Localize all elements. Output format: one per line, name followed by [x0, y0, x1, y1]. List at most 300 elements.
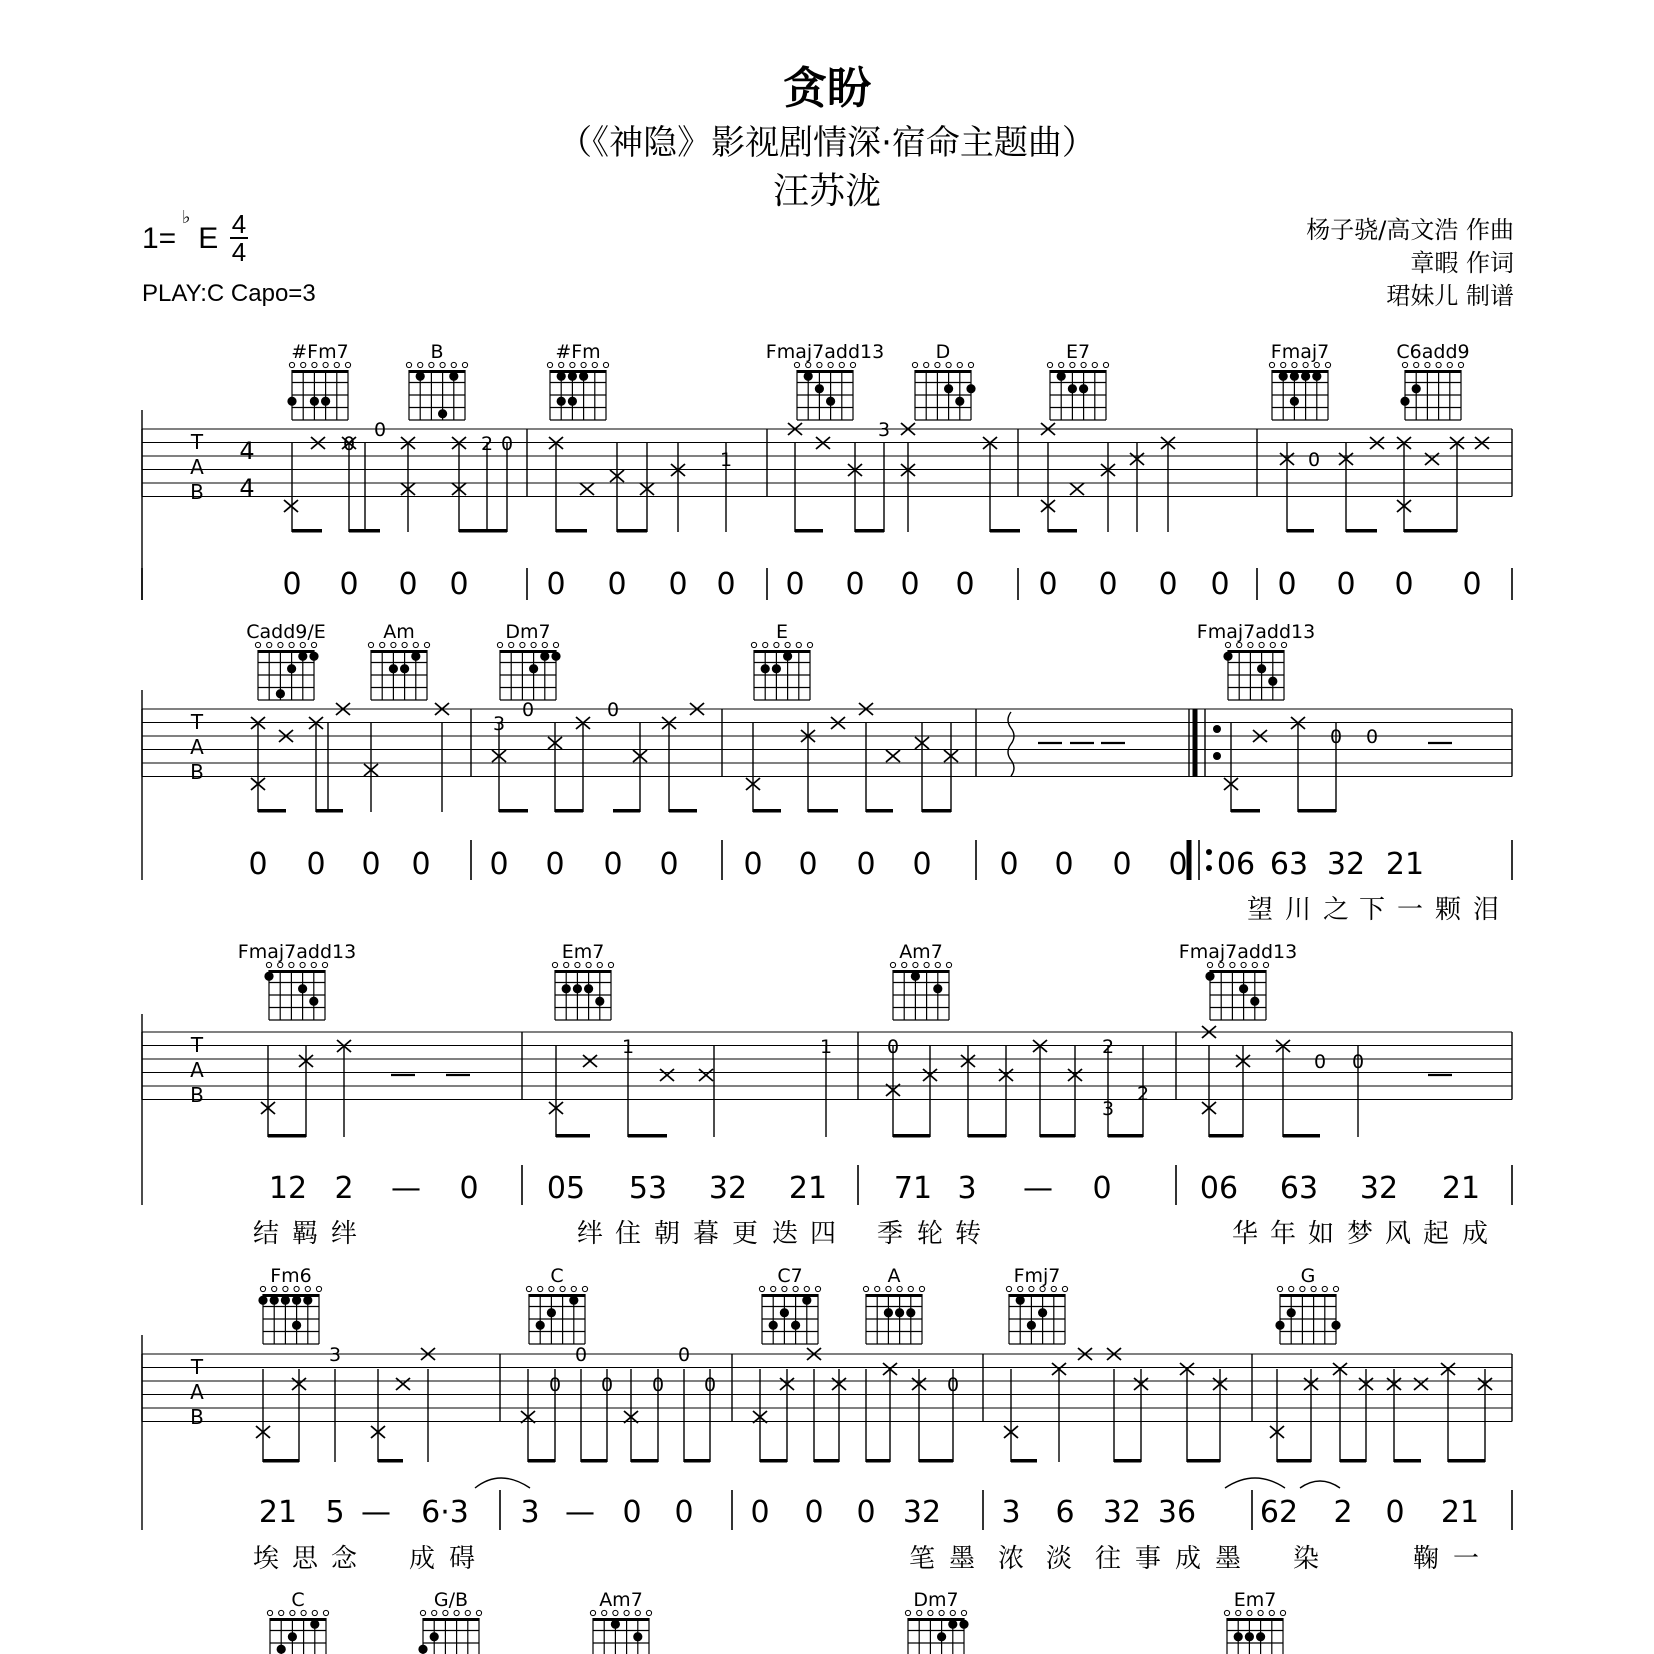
lyric-char: 浓: [997, 1544, 1025, 1574]
chord-nut: [908, 1618, 964, 1621]
chord-diagram-s3-1: [552, 962, 613, 1020]
finger-dot: [1290, 397, 1299, 406]
open-string: [538, 1286, 543, 1291]
open-string: [1414, 362, 1419, 367]
open-string: [1322, 1286, 1327, 1291]
chord-nut: [1009, 1294, 1065, 1297]
open-string: [928, 1610, 933, 1615]
tab-fret: 0: [1307, 449, 1321, 471]
open-string: [592, 362, 597, 367]
finger-dot: [1205, 972, 1214, 981]
jianpu-note: 0: [1054, 847, 1074, 882]
jianpu-note: 63: [1269, 847, 1309, 882]
finger-dot: [1027, 1321, 1036, 1330]
tab-fret: 0: [600, 1374, 614, 1396]
chord-name: C: [291, 1589, 305, 1611]
open-string: [1458, 362, 1463, 367]
open-string: [890, 962, 895, 967]
finger-dot: [1257, 664, 1266, 673]
tab-note-x: [886, 750, 900, 762]
jianpu-note: 0: [659, 847, 679, 882]
open-string: [1277, 1286, 1282, 1291]
jianpu-note: 0: [1210, 567, 1230, 602]
tab-note-x: [1070, 483, 1084, 495]
tab-fret: 3: [1101, 1098, 1115, 1120]
tab-fret: 0: [342, 433, 356, 455]
open-string: [531, 642, 536, 647]
beam: [808, 809, 838, 813]
jianpu-note: —: [565, 1495, 595, 1530]
open-string: [806, 362, 811, 367]
beam: [1340, 1459, 1366, 1463]
finger-dot: [955, 397, 964, 406]
play-capo: PLAY:C Capo=3: [142, 280, 316, 307]
open-string: [1281, 642, 1286, 647]
beam: [617, 529, 647, 533]
finger-dot: [1290, 372, 1299, 381]
jianpu-note: 0: [1158, 567, 1178, 602]
chord-nut: [269, 970, 325, 973]
beam: [1209, 1134, 1243, 1138]
jianpu-note: 0: [361, 847, 381, 882]
finger-dot: [1275, 1321, 1284, 1330]
open-string: [815, 1286, 820, 1291]
chord-nut: [754, 650, 810, 653]
tab-time-top: 4: [239, 437, 255, 465]
jianpu-note: 0: [1112, 847, 1132, 882]
lyric-char: 思: [291, 1544, 319, 1574]
open-string: [886, 1286, 891, 1291]
chord-nut: [555, 970, 611, 973]
open-string: [946, 362, 951, 367]
jianpu-note: 0: [1092, 1171, 1112, 1206]
jianpu-note: 5: [325, 1495, 345, 1530]
jianpu-note: 0: [1168, 847, 1188, 882]
tab-letter-t: T: [190, 1355, 204, 1379]
chord-diagram-s4-2: [759, 1286, 820, 1344]
finger-dot: [633, 1632, 642, 1641]
jianpu-note: 32: [1102, 1495, 1142, 1530]
chord-nut: [263, 1294, 319, 1297]
beam: [628, 1134, 667, 1138]
beam: [919, 1459, 953, 1463]
beam: [1298, 809, 1336, 813]
finger-dot: [562, 984, 571, 993]
open-string: [451, 362, 456, 367]
open-string: [1303, 362, 1308, 367]
open-string: [582, 1286, 587, 1291]
tab-fret: 3: [492, 713, 506, 735]
flat-sign: ♭: [182, 207, 191, 228]
finger-dot: [944, 384, 953, 393]
chord-name: Fmaj7add13: [237, 941, 357, 963]
open-string: [476, 1610, 481, 1615]
finger-dot: [540, 652, 549, 661]
finger-dot: [551, 652, 560, 661]
beam: [1011, 1459, 1037, 1463]
jianpu-note: 0: [411, 847, 431, 882]
repeat-dot: [1213, 752, 1221, 760]
lyric-char: 绊: [330, 1219, 358, 1249]
chord-name: Fmaj7: [1270, 341, 1330, 363]
chord-name: Fmaj7add13: [1196, 621, 1316, 643]
tab-letter-a: A: [190, 735, 204, 759]
open-string: [413, 642, 418, 647]
jianpu-note: 0: [845, 567, 865, 602]
lyric-char: 往: [1094, 1544, 1122, 1574]
tab-fret: 0: [651, 1374, 665, 1396]
finger-dot: [264, 972, 273, 981]
jianpu-note: 32: [708, 1171, 748, 1206]
jianpu-note: 2: [1333, 1495, 1353, 1530]
chord-name: Am7: [599, 1589, 643, 1611]
open-string: [575, 962, 580, 967]
open-string: [547, 362, 552, 367]
open-string: [322, 962, 327, 967]
open-string: [924, 362, 929, 367]
jianpu-note: 63: [1279, 1171, 1319, 1206]
finger-dot: [303, 1296, 312, 1305]
open-string: [1006, 1286, 1011, 1291]
open-string: [1051, 1286, 1056, 1291]
open-string: [751, 642, 756, 647]
chord-diagram-s4-1: [526, 1286, 587, 1344]
chord-nut: [1280, 1294, 1336, 1297]
tab-fret: 0: [1351, 1051, 1365, 1073]
lyric-char: 墨: [948, 1544, 976, 1574]
open-string: [323, 1610, 328, 1615]
open-string: [1314, 362, 1319, 367]
tab-note-x: [1425, 453, 1439, 465]
finger-dot: [529, 664, 538, 673]
finger-dot: [1287, 1308, 1296, 1317]
jianpu-note: —: [361, 1495, 391, 1530]
open-string: [520, 642, 525, 647]
tab-fret: 0: [1329, 726, 1343, 748]
open-string: [839, 362, 844, 367]
open-string: [549, 1286, 554, 1291]
beam: [528, 1459, 555, 1463]
chord-nut: [529, 1294, 585, 1297]
jianpu-note: 0: [1394, 567, 1414, 602]
jianpu-note: 0: [546, 567, 566, 602]
finger-dot: [287, 664, 296, 673]
finger-dot: [911, 972, 920, 981]
open-string: [1224, 1610, 1229, 1615]
open-string: [635, 1610, 640, 1615]
finger-dot: [1234, 1632, 1243, 1641]
chord-name: Cadd9/E: [246, 621, 326, 643]
beam: [866, 1459, 890, 1463]
lyric-char: 埃: [252, 1544, 280, 1574]
open-string: [380, 642, 385, 647]
chord-nut: [409, 370, 465, 373]
beam: [684, 1459, 710, 1463]
open-string: [771, 1286, 776, 1291]
chord-diagram-s5-0: [267, 1610, 328, 1654]
open-string: [406, 362, 411, 367]
jianpu-note: 2: [334, 1171, 354, 1206]
finger-dot: [568, 397, 577, 406]
jianpu-note: 0: [743, 847, 763, 882]
open-string: [316, 1286, 321, 1291]
chord-nut: [1210, 970, 1266, 973]
open-string: [402, 642, 407, 647]
open-string: [1018, 1286, 1023, 1291]
key-prefix: 1=: [142, 222, 177, 255]
lyric-char: 绊: [576, 1219, 604, 1249]
finger-dot: [573, 984, 582, 993]
open-string: [1029, 1286, 1034, 1291]
chord-nut: [797, 370, 853, 373]
finger-dot: [309, 997, 318, 1006]
beam: [1283, 1134, 1320, 1138]
open-string: [1070, 362, 1075, 367]
jianpu-note: 32: [1359, 1171, 1399, 1206]
open-string: [1230, 962, 1235, 967]
tab-fret: 0: [886, 1036, 900, 1058]
tab-note-x: [396, 1378, 410, 1390]
lyric-char: 住: [614, 1219, 642, 1249]
finger-dot: [959, 1620, 968, 1629]
jianpu-note: 0: [1038, 567, 1058, 602]
repeat-dot: [1213, 725, 1221, 733]
open-string: [794, 362, 799, 367]
tab-fret: 0: [1365, 726, 1379, 748]
open-string: [1280, 1610, 1285, 1615]
chord-diagram-s2-2: [497, 642, 560, 700]
lyric-char: 墨: [1214, 1544, 1242, 1574]
jianpu-note: 3: [957, 1171, 977, 1206]
open-string: [804, 1286, 809, 1291]
open-string: [564, 962, 569, 967]
open-string: [785, 642, 790, 647]
finger-dot: [258, 1296, 267, 1305]
jianpu-note: 05: [546, 1171, 586, 1206]
open-string: [424, 642, 429, 647]
jianpu-note: 36: [1157, 1495, 1197, 1530]
chord-name: E7: [1065, 341, 1091, 363]
open-string: [968, 362, 973, 367]
arranger-credit: 珺妹儿 制谱: [1386, 282, 1514, 310]
tab-fret: 0: [1313, 1051, 1327, 1073]
lyric-char: 颗: [1434, 895, 1462, 925]
finger-dot: [557, 372, 566, 381]
open-string: [624, 1610, 629, 1615]
open-string: [290, 1610, 295, 1615]
finger-dot: [783, 652, 792, 661]
chord-diagram-s3-0: [264, 962, 327, 1020]
open-string: [255, 642, 260, 647]
open-string: [267, 642, 272, 647]
beam: [499, 809, 528, 813]
jianpu-note: 12: [268, 1171, 308, 1206]
open-string: [279, 1610, 284, 1615]
open-string: [950, 1610, 955, 1615]
jianpu-note: 0: [248, 847, 268, 882]
jianpu-note: 6·3: [421, 1495, 469, 1530]
chord-name: Dm7: [913, 1589, 959, 1611]
open-string: [586, 962, 591, 967]
jianpu-note: 0: [1098, 567, 1118, 602]
open-string: [1292, 362, 1297, 367]
open-string: [272, 1286, 277, 1291]
open-string: [260, 1286, 265, 1291]
open-string: [817, 362, 822, 367]
lyric-char: 成: [1461, 1219, 1489, 1249]
jianpu-note: 06: [1216, 847, 1256, 882]
finger-dot: [815, 384, 824, 393]
open-string: [462, 362, 467, 367]
beam: [1108, 1134, 1143, 1138]
lyric-char: 碍: [448, 1544, 476, 1574]
chord-name: Am7: [899, 941, 943, 963]
lyric-char: 迭: [771, 1219, 799, 1249]
finger-dot: [1057, 372, 1066, 381]
tab-staff-2: [142, 709, 1512, 777]
beam: [349, 529, 380, 533]
jianpu-note: 0: [804, 1495, 824, 1530]
open-string: [902, 962, 907, 967]
beam: [795, 529, 823, 533]
chord-nut: [915, 370, 971, 373]
tab-letter-a: A: [190, 455, 204, 479]
tab-fret: 0: [946, 1374, 960, 1396]
chord-diagram-s5-1: [418, 1610, 481, 1654]
jianpu-note: 21: [1441, 1171, 1481, 1206]
jianpu-note: 0: [545, 847, 565, 882]
open-string: [590, 1610, 595, 1615]
beam: [1048, 529, 1077, 533]
open-string: [345, 362, 350, 367]
chord-diagram-s1-2: [547, 362, 608, 420]
tie: [475, 1478, 530, 1488]
open-string: [323, 362, 328, 367]
finger-dot: [568, 372, 577, 381]
beam: [316, 809, 343, 813]
chord-nut: [1405, 370, 1461, 373]
beam: [1187, 1459, 1220, 1463]
open-string: [1248, 642, 1253, 647]
open-string: [266, 962, 271, 967]
open-string: [602, 1610, 607, 1615]
chord-nut: [500, 650, 556, 653]
beam: [292, 529, 322, 533]
beam: [760, 1459, 787, 1463]
chord-name: G: [1300, 1265, 1316, 1287]
composer-credit: 杨子骁/高文浩 作曲: [1306, 216, 1514, 244]
beam: [459, 529, 507, 533]
jianpu-note: 0: [900, 567, 920, 602]
open-string: [289, 642, 294, 647]
lyric-char: 起: [1422, 1219, 1450, 1249]
jianpu-note: 0: [674, 1495, 694, 1530]
jianpu-note: 0: [798, 847, 818, 882]
jianpu-note: 0: [459, 1171, 479, 1206]
open-string: [581, 362, 586, 367]
open-string: [1425, 362, 1430, 367]
jianpu-note: 3: [1001, 1495, 1021, 1530]
finger-dot: [277, 1645, 286, 1654]
chord-name: A: [887, 1265, 901, 1287]
beam: [556, 529, 587, 533]
lyric-char: 华: [1231, 1219, 1259, 1249]
chord-nut: [593, 1618, 649, 1621]
finger-dot: [416, 372, 425, 381]
finger-dot: [895, 1308, 904, 1317]
tab-letter-a: A: [190, 1058, 204, 1082]
open-string: [334, 362, 339, 367]
lyric-char: 轮: [916, 1219, 944, 1249]
beam: [555, 809, 583, 813]
finger-dot: [438, 409, 447, 418]
open-string: [509, 642, 514, 647]
finger-dot: [804, 372, 813, 381]
open-string: [1081, 362, 1086, 367]
beam: [1277, 1459, 1311, 1463]
beam: [1346, 529, 1377, 533]
time-bottom: 4: [231, 237, 247, 267]
chord-nut: [1227, 1618, 1283, 1621]
chord-name: Fm6: [270, 1265, 312, 1287]
finger-dot: [292, 1296, 301, 1305]
open-string: [526, 1286, 531, 1291]
beam: [378, 1459, 403, 1463]
chord-name: #Fm7: [291, 341, 349, 363]
lyricist-credit: 章暇 作词: [1410, 249, 1514, 277]
beam: [1287, 529, 1314, 533]
tab-fret: 1: [621, 1036, 635, 1058]
finger-dot: [536, 1321, 545, 1330]
open-string: [1311, 1286, 1316, 1291]
beam: [268, 1134, 306, 1138]
finger-dot: [761, 664, 770, 673]
open-string: [311, 642, 316, 647]
jianpu-note: 0: [282, 567, 302, 602]
open-string: [278, 962, 283, 967]
finger-dot: [298, 984, 307, 993]
open-string: [961, 1610, 966, 1615]
finger-dot: [611, 1620, 620, 1629]
tab-fret: 1: [719, 449, 733, 471]
lyric-char: 泪: [1472, 895, 1500, 925]
chord-diagram-s1-3: [794, 362, 855, 420]
lyric-char: 羁: [291, 1219, 319, 1249]
open-string: [1207, 962, 1212, 967]
open-string: [289, 362, 294, 367]
beam: [669, 809, 697, 813]
open-string: [368, 642, 373, 647]
open-string: [1436, 362, 1441, 367]
tie: [1300, 1481, 1340, 1488]
tab-note-x: [699, 1069, 713, 1081]
open-string: [919, 1286, 924, 1291]
finger-dot: [948, 1620, 957, 1629]
chord-name: Fmaj7add13: [765, 341, 885, 363]
jianpu-note: 0: [603, 847, 623, 882]
tab-note-x: [660, 1069, 674, 1081]
chord-diagram-s3-3: [1205, 962, 1268, 1020]
chord-nut: [270, 1618, 326, 1621]
lyric-char: 风: [1384, 1219, 1412, 1249]
open-string: [311, 962, 316, 967]
tab-letter-t: T: [190, 1033, 204, 1057]
tab-note-x: [284, 500, 298, 512]
finger-dot: [1239, 984, 1248, 993]
open-string: [312, 362, 317, 367]
open-string: [570, 362, 575, 367]
tab-note-x: [580, 483, 594, 495]
